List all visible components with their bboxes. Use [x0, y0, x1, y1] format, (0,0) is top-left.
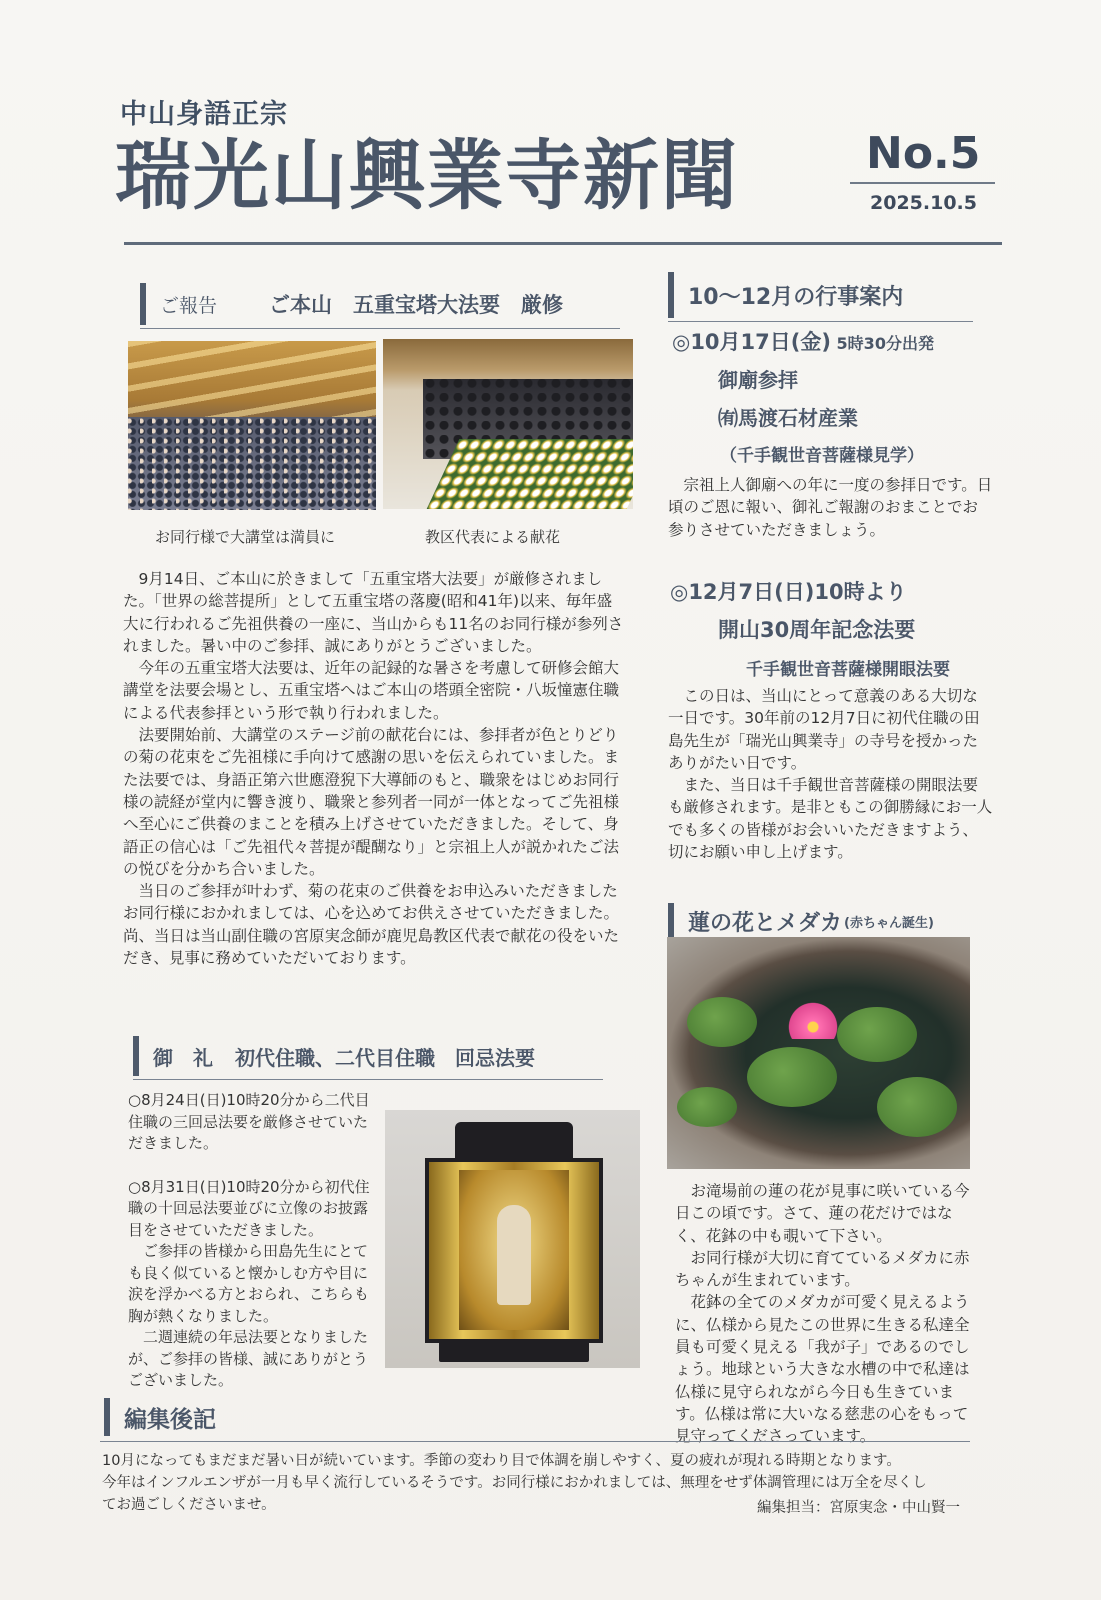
report-paragraph: 9月14日、ご本山に於きまして「五重宝塔大法要」が厳修されました。「世界の総菩提所」として五重宝塔の落慶(昭和41年)以来、毎年盛大に行われるご先祖供養の一座に、当山からも11名のお同行様が参列されました。暑い中のご参拝、誠にありがとうございました。	[123, 570, 624, 655]
shrine-base	[439, 1340, 589, 1362]
heading-bar	[133, 1036, 139, 1076]
thanks-body	[128, 1090, 373, 1392]
thanks-paragraph: ○8月24日(日)10時20分から二代目住職の三回忌法要を厳修させていただきました。	[128, 1091, 370, 1152]
lotus-heading	[668, 903, 973, 939]
editorial-line: てお過ごしくださいませ。	[102, 1497, 276, 1513]
report-paragraph: 今年の五重宝塔大法要は、近年の記録的な暑さを考慮して研修会館大講堂を法要会場とし、五重宝塔へはご本山の塔頭全密院・八坂憧憲住職による代表参拝という形で執り行われました。	[123, 659, 620, 722]
event1-date-line	[672, 326, 934, 356]
caption-hall: お同行様で大講堂は満員に	[155, 528, 336, 546]
editorial-divider	[100, 1441, 970, 1442]
report-heading-label: ご報告	[160, 294, 218, 317]
event2-subtitle: 千手観世音菩薩様開眼法要	[746, 660, 950, 680]
report-heading	[140, 283, 620, 325]
offering-photo	[383, 339, 633, 509]
event1-date: ◎10月17日(金)	[672, 330, 831, 354]
issue-date: 2025.10.5	[870, 192, 977, 214]
lily-pad	[687, 997, 757, 1047]
hall-photo	[128, 341, 376, 510]
lotus-body	[675, 1180, 975, 1448]
thanks-paragraph: ご参拝の皆様から田島先生にとても良く似ていると懐かしむ方や目に涙を浮かべる方とおられ、こちらも胸が熱くなりました。	[128, 1242, 369, 1325]
flowers-image	[427, 439, 633, 509]
editors-credit: 編集担当：宮原実念・中山賢一	[757, 1500, 960, 1516]
statue-figure	[497, 1205, 531, 1305]
event2-title: 開山30周年記念法要	[718, 618, 916, 642]
event1-subtitle: （千手観世音菩薩様見学）	[720, 446, 924, 466]
heading-bar	[104, 1398, 110, 1436]
lily-pad	[877, 1077, 957, 1137]
report-paragraph: 当日のご参拝が叶わず、菊の花束のご供養をお申込みいただきましたお同行様におかれましては、心を込めてお供えさせていただきました。尚、当日は当山副住職の宮原実念師が鹿児島教区代表で献花の役をいただき、見事に務めていただいております。	[123, 882, 620, 968]
lotus-paragraph: 花鉢の全てのメダカが可愛く見えるように、仏様から見たこの世界に生きる私達全員も可愛く見える「我が子」であるのでしょう。地球という大きな水槽の中で私達は仏様に見守られながら今日も生きています。仏様は常に大いなる慈悲の心をもって見守ってくださっています。	[675, 1293, 970, 1446]
shrine-roof	[455, 1122, 573, 1162]
event2-body	[668, 685, 993, 863]
issue-divider	[850, 182, 995, 184]
editorial-heading	[104, 1398, 404, 1436]
heading-bar	[140, 283, 146, 325]
thanks-paragraph: 二週連続の年忌法要となりましたが、ご参拝の皆様、誠にありがとうございました。	[128, 1328, 369, 1389]
lotus-flower	[785, 999, 841, 1039]
lotus-paragraph: お同行様が大切に育てているメダカに赤ちゃんが生まれています。	[675, 1248, 970, 1290]
editorial-line: 今年はインフルエンザが一月も早く流行しているそうです。お同行様におかれましては、無理をせず体調管理には万全を尽くし	[102, 1475, 927, 1491]
lotus-paragraph: お滝場前の蓮の花が見事に咲いている今日この頃です。さて、蓮の花だけではなく、花鉢の中も覗いて下さい。	[675, 1182, 970, 1245]
thanks-heading	[133, 1036, 603, 1076]
thanks-heading-title: 初代住職、二代目住職 回忌法要	[235, 1045, 535, 1070]
heading-underline	[140, 328, 620, 329]
shrine-photo	[385, 1110, 640, 1368]
lily-pad	[837, 1007, 917, 1062]
event1-venue: ㈲馬渡石材産業	[718, 406, 858, 430]
lily-pad	[747, 1047, 837, 1107]
event1-text: 宗祖上人御廟への年に一度の参拝日です。日頃のご恩に報い、御礼ご報謝のおまことでお参りさせていただきましょう。	[668, 476, 993, 539]
event2-date: ◎12月7日(日)10時より	[670, 580, 907, 604]
lotus-photo	[667, 937, 970, 1169]
heading-underline	[668, 321, 973, 322]
lotus-heading-title: 蓮の花とメダカ	[688, 910, 843, 936]
event2-text: また、当日は千手観世音菩薩様の開眼法要も厳修されます。是非ともこの御勝縁にお一人でも多くの皆様がお会いいただきますよう、切にお願い申し上げます。	[668, 776, 993, 862]
lily-pad	[677, 1087, 737, 1127]
report-body	[123, 568, 625, 969]
thanks-heading-label: 御 礼	[153, 1045, 213, 1070]
editorial-line: 10月になってもまだまだ暑い日が続いています。季節の変わり目で体調を崩しやすく、夏の疲れが現れる時期となります。	[102, 1453, 901, 1469]
heading-bar	[668, 903, 674, 939]
lotus-heading-note: (赤ちゃん誕生)	[844, 915, 934, 931]
report-paragraph: 法要開始前、大講堂のステージ前の献花台には、参拝者が色とりどりの菊の花束をご先祖様に手向けて感謝の思いを伝えられていました。また法要では、身語正第六世應澄猊下大導師のもと、職衆をはじめお同行様の読経が堂内に響き渡り、職衆と参列者一同が一体となってご先祖様へ至心にご供養のまことを積み上げさせていただきました。そして、身語正の信心は「ご先祖代々菩提が醍醐なり」と宗祖上人が説かれたご法の悦びを分かち合いました。	[123, 726, 620, 878]
event1-body	[668, 474, 993, 541]
caption-offering: 教区代表による献花	[425, 528, 561, 546]
issue-number: No.5	[866, 128, 981, 179]
masthead-divider	[124, 242, 1002, 245]
event1-time: 5時30分出発	[836, 334, 934, 353]
report-heading-title: ご本山 五重宝塔大法要 厳修	[269, 293, 564, 317]
events-heading	[668, 272, 978, 318]
editorial-heading-title: 編集後記	[124, 1406, 216, 1433]
event2-text: この日は、当山にとって意義のある大切な一日です。30年前の12月7日に初代住職の田島先生が「瑞光山興業寺」の寺号を授かったありがたい日です。	[668, 687, 980, 772]
sect-name: 中山身語正宗	[120, 99, 288, 130]
heading-bar	[668, 272, 674, 318]
events-heading-title: 10～12月の行事案内	[688, 284, 904, 310]
heading-underline	[133, 1079, 603, 1080]
event1-title: 御廟参拝	[718, 368, 798, 392]
thanks-paragraph: ○8月31日(日)10時20分から初代住職の十回忌法要並びに立像のお披露目をさせていただきました。	[128, 1177, 370, 1239]
newsletter-title: 瑞光山興業寺新聞	[115, 131, 739, 220]
crowd-image	[128, 417, 376, 510]
